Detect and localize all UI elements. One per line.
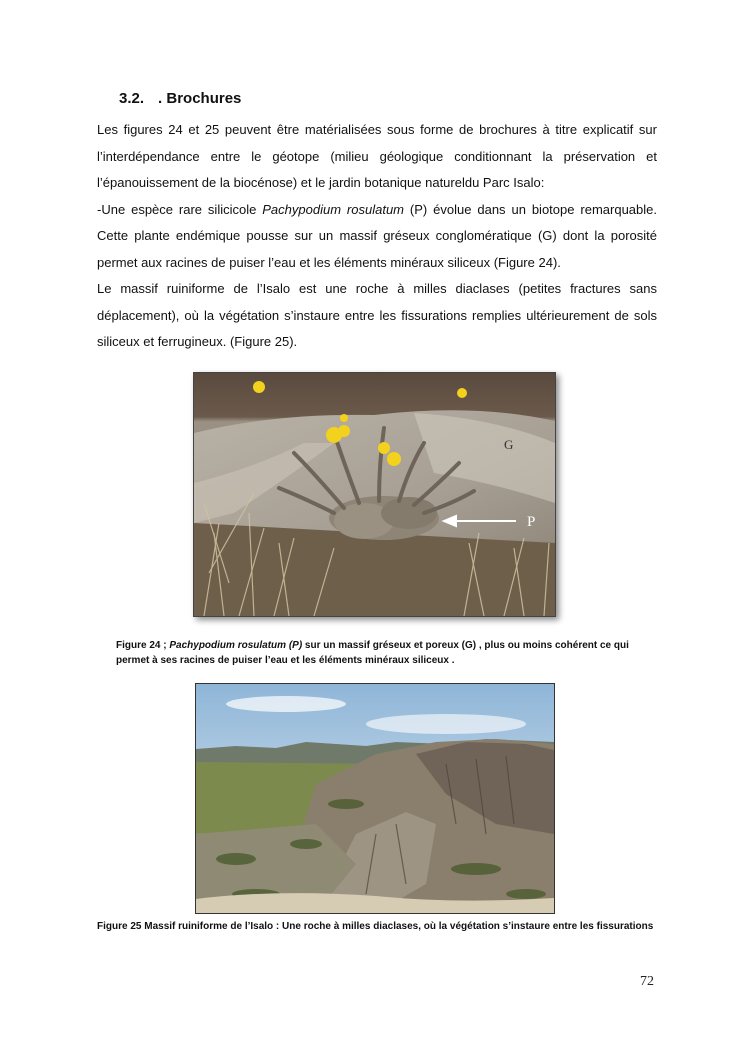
label-p: P bbox=[527, 514, 536, 530]
section-title: . Brochures bbox=[158, 90, 242, 107]
species-name: Pachypodium rosulatum bbox=[262, 201, 405, 217]
paragraph-intro: Les figures 24 et 25 peuvent être matérialisées sous forme de brochures à titre explicatif sur l’interdépendance entre le géotope (milieu géologique conditionnant la préservation et l’épanouissement de la biocénose) et le jardin botanique natureldu Parc Isalo: bbox=[97, 122, 657, 190]
figure-24-photo bbox=[193, 372, 556, 617]
figure-24-caption bbox=[116, 638, 661, 668]
caption-24-species: Pachypodium rosulatum (P) bbox=[169, 640, 303, 651]
figure-25-photo bbox=[195, 683, 555, 914]
isalo-landscape-photo bbox=[196, 684, 554, 913]
section-heading bbox=[119, 90, 241, 107]
paragraph-pachypodium bbox=[97, 197, 657, 277]
caption-24-prefix: Figure 24 ; bbox=[116, 640, 170, 651]
paragraph-pachypodium-start: -Une espèce rare silicicole bbox=[97, 201, 263, 217]
section-number: 3.2. bbox=[119, 90, 145, 107]
paragraph-massif: Le massif ruiniforme de l’Isalo est une roche à milles diaclases (petites fractures sans déplacement), où la végétation s’instaure entre les fissurations remplies ultérieurement de sols siliceux et ferrugineux. (Figure 25). bbox=[97, 281, 657, 349]
paragraph-pachypodium-end: (P) évolue dans un biotope remarquable. Cette plante endémique pousse sur un massif gréseux conglomératique (G) dont la porosité permet aux racines de puiser l’eau et les éléments minéraux siliceux (Figure 24). bbox=[97, 201, 657, 270]
label-g: G bbox=[504, 437, 514, 452]
body-text bbox=[97, 117, 657, 356]
pachypodium-photo bbox=[194, 373, 555, 616]
page-number: 72 bbox=[640, 974, 654, 989]
caption-24-rest: sur un massif gréseux et poreux (G) , plus ou moins cohérent ce qui permet à ses racines de puiser l’eau et les éléments minéraux siliceux . bbox=[116, 640, 629, 666]
figure-25-caption: Figure 25 Massif ruiniforme de l’Isalo : Une roche à milles diaclases, où la végétation s’instaure entre les fissurations bbox=[97, 921, 654, 932]
